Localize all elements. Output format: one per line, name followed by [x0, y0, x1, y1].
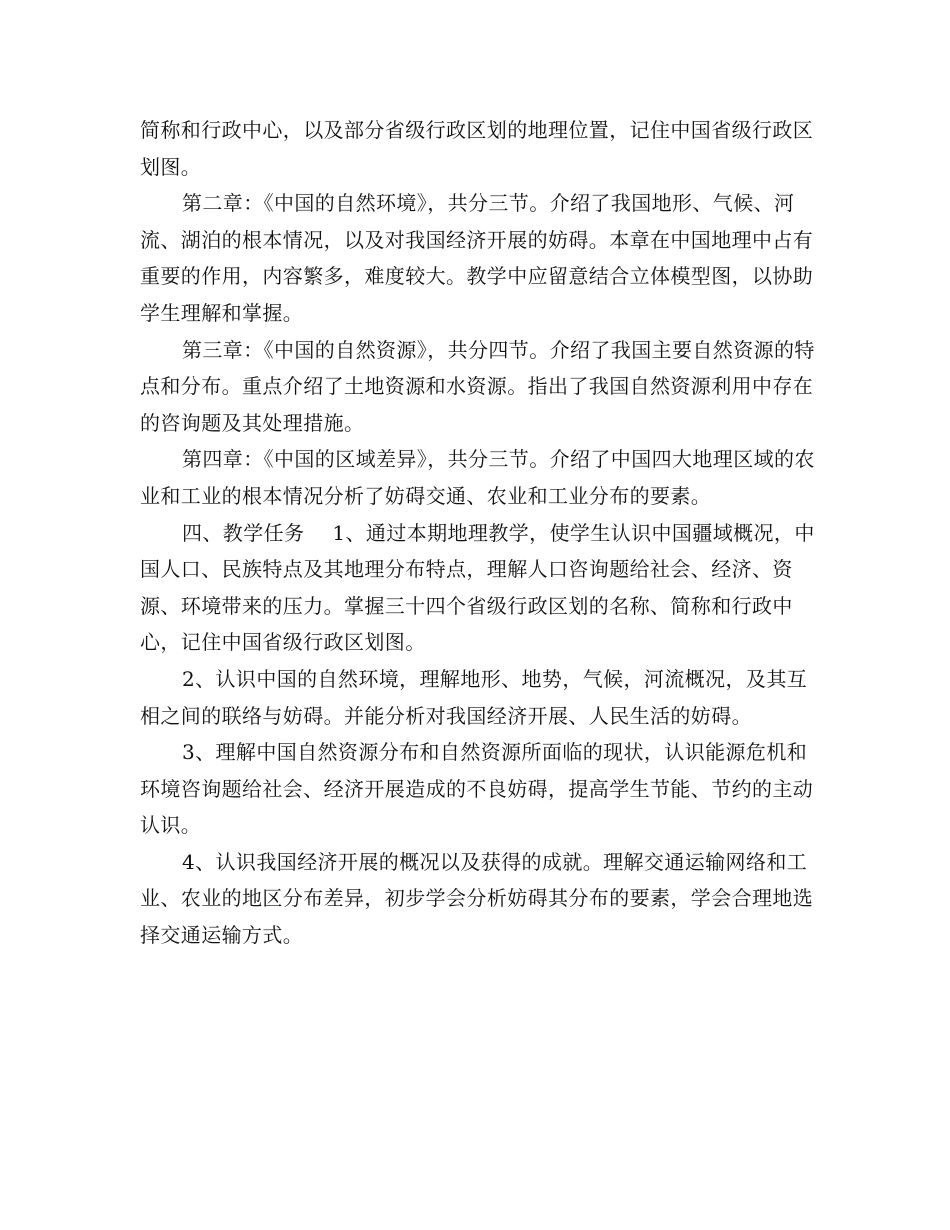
task-item-one: 1、通过本期地理教学，使学生认识中国疆域概况，中国人口、民族特点及其地理分布特点，理解人口咨询题给社会、经济、资源、环境带来的压力。掌握三十四个省级行政区划的名称、简称和行政中心，记住中国省级行政区划图。 — [140, 520, 815, 655]
paragraph-section-four — [140, 515, 820, 661]
paragraph-continuation: 简称和行政中心，以及部分省级行政区划的地理位置，记住中国省级行政区划图。 — [140, 118, 814, 179]
document-body — [140, 112, 820, 954]
section-four-heading: 四、教学任务 — [182, 520, 305, 545]
task-item-four: 4、认识我国经济开展的概况以及获得的成就。理解交通运输网络和工业、农业的地区分布差异，初步学会分析妨碍其分布的要素，学会合理地选择交通运输方式。 — [140, 849, 814, 948]
paragraph-chapter-three: 第三章：《中国的自然资源》，共分四节。介绍了我国主要自然资源的特点和分布。重点介绍了土地资源和水资源。指出了我国自然资源利用中存在的咨询题及其处理措施。 — [140, 337, 815, 435]
paragraph-chapter-four: 第四章：《中国的区域差异》，共分三节。介绍了中国四大地理区域的农业和工业的根本情况分析了妨碍交通、农业和工业分布的要素。 — [140, 447, 815, 508]
paragraph-chapter-two: 第二章：《中国的自然环境》，共分三节。介绍了我国地形、气候、河流、湖泊的根本情况，以及对我国经济开展的妨碍。本章在中国地理中占有重要的作用，内容繁多，难度较大。教学中应留意结合立体模型图，以协助学生理解和掌握。 — [140, 191, 814, 325]
task-item-two: 2、认识中国的自然环境，理解地形、地势，气候，河流概况，及其互相之间的联络与妨碍。并能分析对我国经济开展、人民生活的妨碍。 — [140, 666, 808, 728]
task-item-three: 3、理解中国自然资源分布和自然资源所面临的现状，认识能源危机和环境咨询题给社会、经济开展造成的不良妨碍，提高学生节能、节约的主动认识。 — [140, 740, 814, 838]
